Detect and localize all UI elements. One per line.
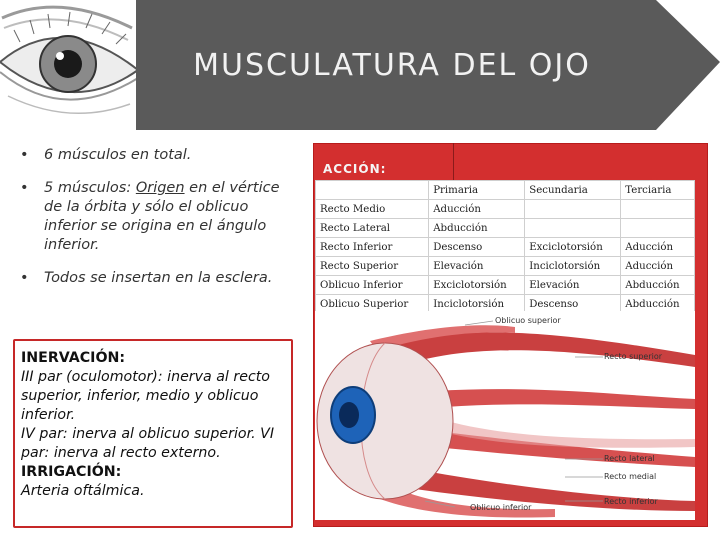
table-cell: Descenso [525,295,621,314]
label-recto-inferior: Recto inferior [604,497,658,506]
page-title: MUSCULATURA DEL OJO [193,48,591,83]
table-cell: Aducción [621,238,695,257]
table-cell: Abducción [621,276,695,295]
bullet-dot: • [20,147,29,163]
label-recto-medial: Recto medial [604,472,657,481]
table-row [316,238,695,257]
table-cell: Recto Superior [316,257,429,276]
label-oblicuo-superior: Oblicuo superior [495,316,561,325]
eye-muscles-diagram [315,311,695,520]
table-cell: Abducción [429,219,525,238]
table-cell: Oblicuo Superior [316,295,429,314]
muscle-action-table [315,180,695,314]
table-cell: Elevación [429,257,525,276]
label-oblicuo-inferior: Oblicuo inferior [470,503,532,512]
irrigacion-text: Arteria oftálmica. [21,483,145,499]
eye-sketch-image [0,0,140,130]
table-cell: Recto Medio [316,200,429,219]
label-recto-superior: Recto superior [604,352,663,361]
bullet-dot: • [20,180,29,196]
bullet-item: • 6 músculos en total. [20,147,192,163]
irrigacion-heading: IRRIGACIÓN: [21,464,122,480]
table-row [316,219,695,238]
table-cell: Inciclotorsión [429,295,525,314]
accion-divider [453,143,454,180]
table-cell: Descenso [429,238,525,257]
table-header-row [316,181,695,200]
inervacion-box [13,339,293,528]
inervacion-line-2: IV par: inerva al oblicuo superior. VI par: inerva al recto externo. [21,426,275,461]
bullet-dot: • [20,270,29,286]
table-header-cell [316,181,429,200]
origin-term: Origen [135,180,185,196]
table-cell [525,200,621,219]
inervacion-heading: INERVACIÓN: [21,350,126,366]
table-cell: Inciclotorsión [525,257,621,276]
table-cell: Exciclotorsión [525,238,621,257]
bullet-item: • 5 músculos: Origen en el vértice de la órbita y sólo el oblicuo inferior se origina en el ángulo inferior. [20,180,280,253]
table-cell: Aducción [429,200,525,219]
accion-label: ACCIÓN: [323,162,387,176]
table-cell: Exciclotorsión [429,276,525,295]
table-cell: Recto Inferior [316,238,429,257]
table-cell: Abducción [621,295,695,314]
table-header-cell: Primaria [429,181,525,200]
bullet-list [20,146,292,302]
table-cell: Recto Lateral [316,219,429,238]
label-recto-lateral: Recto lateral [604,454,655,463]
table-cell [621,219,695,238]
table-cell: Elevación [525,276,621,295]
table-cell: Aducción [621,257,695,276]
table-row [316,257,695,276]
table-header-cell: Terciaria [621,181,695,200]
bullet-item: • Todos se insertan en la esclera. [20,270,273,286]
table-row [316,276,695,295]
table-header-cell: Secundaria [525,181,621,200]
table-cell [525,219,621,238]
table-row [316,200,695,219]
inervacion-line-1: III par (oculomotor): inerva al recto superior, inferior, medio y oblicuo inferior. [21,369,270,423]
table-cell: Oblicuo Inferior [316,276,429,295]
table-cell [621,200,695,219]
